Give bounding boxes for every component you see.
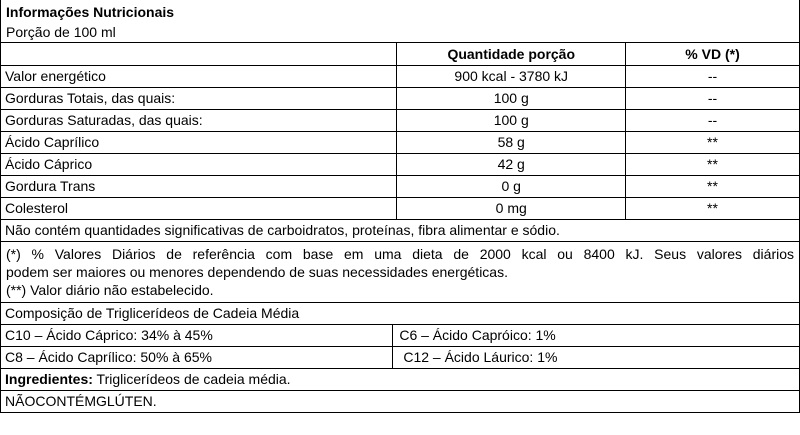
ingredients <box>1 369 799 391</box>
nutrient-daily-value: -- <box>626 110 799 132</box>
nutrient-daily-value: ** <box>626 154 799 176</box>
table-row <box>1 325 799 347</box>
composition-title: Composição de Triglicerídeos de Cadeia Média <box>1 303 799 325</box>
composition-item: C10 – Ácido Cáprico: 34% à 45% <box>1 325 393 347</box>
nutrient-quantity: 0 g <box>397 176 626 198</box>
header-quantity: Quantidade porção <box>397 43 626 66</box>
table-row <box>1 66 799 88</box>
table-header <box>1 43 799 66</box>
composition-table <box>1 325 799 412</box>
panel-title: Informações Nutricionais <box>6 4 175 20</box>
nutrient-daily-value: -- <box>626 66 799 88</box>
table-row <box>1 88 799 110</box>
nutrient-quantity: 100 g <box>397 88 626 110</box>
nutrient-label: Colesterol <box>1 198 397 220</box>
ingredients-text: Triglicerídeos de cadeia média. <box>92 371 291 387</box>
nutrient-quantity: 42 g <box>397 154 626 176</box>
nutrient-daily-value: ** <box>626 198 799 220</box>
table-row <box>1 154 799 176</box>
nutrient-label: Valor energético <box>1 66 397 88</box>
nutrient-label: Gordura Trans <box>1 176 397 198</box>
table-row <box>1 176 799 198</box>
portion-size: Porção de 100 ml <box>6 24 116 40</box>
table-row <box>1 347 799 369</box>
footnote-energy-needs: podem ser maiores ou menores dependendo de suas necessidades energéticas. <box>6 264 508 280</box>
ingredients-label: Ingredientes: <box>5 371 93 387</box>
nutrient-quantity: 58 g <box>397 132 626 154</box>
gluten-row <box>1 391 799 413</box>
nutrient-label: Ácido Cáprico <box>1 154 397 176</box>
composition-item: C12 – Ácido Láurico: 1% <box>393 347 799 369</box>
footnote-row <box>1 242 799 303</box>
header-nutrient <box>1 43 397 66</box>
nutrient-quantity: 100 g <box>397 110 626 132</box>
composition-item: C8 – Ácido Caprílico: 50% à 65% <box>1 347 393 369</box>
gluten-statement: NÃOCONTÉMGLÚTEN. <box>1 391 799 413</box>
nutrient-label: Gorduras Saturadas, das quais: <box>1 110 397 132</box>
footnote <box>1 242 799 303</box>
footnote-daily-values: (*) % Valores Diários de referência com base em uma dieta de 2000 kcal ou 8400 kJ. Seus valores diários <box>6 246 794 262</box>
nutrient-daily-value: ** <box>626 132 799 154</box>
not-contains-row <box>1 220 799 242</box>
footnote-not-established: (**) Valor diário não estabelecido. <box>6 282 214 298</box>
ingredients-row <box>1 369 799 391</box>
composition-item: C6 – Ácido Capróico: 1% <box>393 325 799 347</box>
nutrient-label: Gorduras Totais, das quais: <box>1 88 397 110</box>
table-row <box>1 110 799 132</box>
nutrient-label: Ácido Caprílico <box>1 132 397 154</box>
header-daily-value: % VD (*) <box>626 43 799 66</box>
table-row <box>1 198 799 220</box>
nutrient-quantity: 900 kcal - 3780 kJ <box>397 66 626 88</box>
composition-title-row <box>1 303 799 325</box>
nutrition-table <box>1 42 799 325</box>
nutrient-daily-value: -- <box>626 88 799 110</box>
table-row <box>1 132 799 154</box>
nutrient-daily-value: ** <box>626 176 799 198</box>
nutrient-quantity: 0 mg <box>397 198 626 220</box>
not-contains-note: Não contém quantidades significativas de carboidratos, proteínas, fibra alimentar e sódio. <box>1 220 799 242</box>
